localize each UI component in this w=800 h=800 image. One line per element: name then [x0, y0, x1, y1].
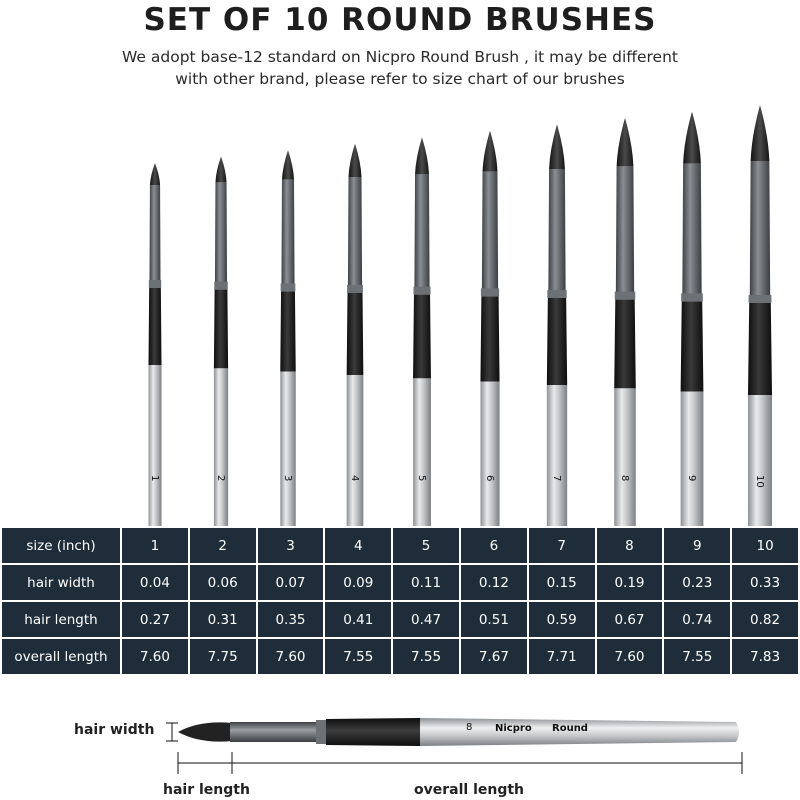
- brush-handle-silver: [681, 392, 704, 530]
- brush-number-label: 7: [551, 475, 562, 482]
- table-cell: 7.55: [663, 638, 731, 675]
- table-cell: 2: [189, 527, 257, 564]
- table-cell: 1: [121, 527, 189, 564]
- row-label: overall length: [1, 638, 121, 675]
- brush-1: [149, 163, 162, 530]
- brush-handle-black: [681, 301, 704, 391]
- brush-handle-silver: [347, 375, 364, 530]
- table-cell: 0.15: [528, 564, 596, 601]
- brush-handle-silver: [149, 365, 162, 530]
- brush-number-label: 6: [484, 475, 495, 482]
- brush-set-illustration: [0, 100, 800, 530]
- table-cell: 0.41: [324, 601, 392, 638]
- brush-bristle: [349, 144, 362, 177]
- page-title: SET OF 10 ROUND BRUSHES: [143, 2, 657, 38]
- table-cell: 0.59: [528, 601, 596, 638]
- diagram-type: Round: [552, 723, 588, 734]
- brush-crimp: [347, 285, 363, 293]
- brush-handle-silver: [748, 395, 772, 530]
- brush-ferrule: [548, 169, 565, 292]
- brush-ferrule: [616, 166, 634, 293]
- brush-handle-black: [280, 291, 295, 371]
- table-cell: 0.82: [731, 601, 799, 638]
- brush-bristle: [751, 105, 770, 161]
- brush-crimp: [214, 282, 228, 290]
- brush-crimp: [749, 295, 772, 303]
- table-cell: 0.74: [663, 601, 731, 638]
- brush-bristle: [415, 137, 429, 174]
- table-cell: 7.60: [257, 638, 325, 675]
- page-subtitle: [60, 46, 740, 90]
- table-row: [1, 564, 799, 601]
- brush-ferrule: [215, 182, 227, 283]
- brush-6: [480, 131, 499, 530]
- table-cell: 7.83: [731, 638, 799, 675]
- subtitle-line-2: with other brand, please refer to size chart of our brushes: [175, 70, 625, 88]
- brush-ferrule: [281, 180, 294, 286]
- table-row: [1, 638, 799, 675]
- brush-handle-silver: [214, 368, 228, 530]
- size-chart-table: [0, 526, 800, 676]
- brush-bristle: [483, 131, 498, 172]
- diagram-handle-black: [326, 718, 420, 746]
- brush-crimp: [681, 293, 703, 301]
- table-cell: 7.60: [121, 638, 189, 675]
- brush-number-label: 3: [282, 475, 293, 482]
- brush-bristle: [282, 150, 294, 180]
- table-cell: 0.51: [460, 601, 528, 638]
- brush-number-label: 2: [215, 475, 226, 482]
- table-cell: 7.55: [392, 638, 460, 675]
- table-cell: 7.71: [528, 638, 596, 675]
- brush-ferrule: [682, 164, 701, 296]
- hair-width-label: hair width: [74, 722, 155, 738]
- brush-3: [280, 150, 295, 530]
- brush-number-label: 1: [149, 475, 160, 482]
- brush-handle-silver: [480, 382, 499, 530]
- brush-handle-black: [149, 288, 162, 365]
- brush-crimp: [615, 292, 635, 300]
- brush-bristle: [549, 124, 565, 169]
- table-cell: 8: [596, 527, 664, 564]
- brush-9: [681, 111, 704, 530]
- table-row: [1, 601, 799, 638]
- table-cell: 0.04: [121, 564, 189, 601]
- brush-handle-silver: [413, 378, 431, 530]
- diagram-ferrule-crimp: [316, 720, 326, 744]
- brush-handle-silver: [280, 372, 295, 530]
- brush-handle-black: [480, 296, 499, 381]
- brush-bristle: [215, 157, 226, 183]
- table-cell: 6: [460, 527, 528, 564]
- table-cell: 0.27: [121, 601, 189, 638]
- brush-bristle: [617, 118, 634, 166]
- brush-handle-black: [614, 300, 636, 389]
- table-cell: 0.12: [460, 564, 528, 601]
- table-cell: 0.07: [257, 564, 325, 601]
- brush-ferrule: [482, 172, 498, 291]
- brush-2: [214, 157, 228, 530]
- row-label: hair width: [1, 564, 121, 601]
- brush-ferrule: [348, 177, 362, 287]
- table-cell: 0.35: [257, 601, 325, 638]
- table-cell: 5: [392, 527, 460, 564]
- brush-ferrule: [149, 185, 160, 282]
- brush-ferrule: [750, 161, 770, 297]
- table-cell: 0.33: [731, 564, 799, 601]
- brush-10: [748, 105, 772, 530]
- table-cell: 4: [324, 527, 392, 564]
- brush-handle-black: [547, 298, 567, 385]
- brush-7: [547, 124, 567, 530]
- hair-length-label: hair length: [163, 782, 250, 798]
- row-label: size (inch): [1, 527, 121, 564]
- table-cell: 7.75: [189, 638, 257, 675]
- brush-crimp: [547, 290, 566, 298]
- brush-bristle: [150, 163, 160, 185]
- row-label: hair length: [1, 601, 121, 638]
- table-row: [1, 527, 799, 564]
- table-cell: 3: [257, 527, 325, 564]
- table-cell: 0.11: [392, 564, 460, 601]
- measurement-diagram: [0, 700, 800, 800]
- brush-crimp: [149, 280, 161, 288]
- brush-handle-black: [347, 293, 364, 375]
- table-cell: 10: [731, 527, 799, 564]
- table-cell: 7.55: [324, 638, 392, 675]
- brush-4: [347, 144, 364, 530]
- table-cell: 7.60: [596, 638, 664, 675]
- brush-handle-silver: [547, 385, 567, 530]
- diagram-brush-number: 8: [466, 722, 473, 733]
- diagram-brand: Nicpro: [495, 723, 532, 734]
- table-cell: 0.23: [663, 564, 731, 601]
- brush-bristle: [683, 111, 701, 163]
- table-cell: 0.67: [596, 601, 664, 638]
- brush-number-label: 10: [754, 475, 765, 488]
- table-cell: 0.19: [596, 564, 664, 601]
- brush-crimp: [481, 288, 499, 296]
- brush-8: [614, 118, 636, 530]
- brush-handle-black: [214, 290, 228, 369]
- brush-ferrule: [414, 174, 429, 288]
- brush-handle-black: [413, 295, 431, 379]
- table-cell: 0.09: [324, 564, 392, 601]
- table-cell: 0.31: [189, 601, 257, 638]
- brush-number-label: 5: [416, 475, 427, 482]
- table-cell: 7.67: [460, 638, 528, 675]
- brush-handle-black: [748, 303, 772, 395]
- brush-5: [413, 137, 431, 530]
- subtitle-line-1: We adopt base-12 standard on Nicpro Round Brush , it may be different: [122, 48, 678, 66]
- table-cell: 9: [663, 527, 731, 564]
- brush-number-label: 9: [686, 475, 697, 482]
- brush-number-label: 8: [619, 475, 630, 482]
- brush-number-label: 4: [349, 475, 360, 482]
- brush-crimp: [414, 287, 431, 295]
- table-cell: 0.06: [189, 564, 257, 601]
- diagram-ferrule: [230, 722, 322, 742]
- overall-length-label: overall length: [414, 782, 525, 798]
- brush-handle-silver: [614, 388, 636, 530]
- brush-crimp: [281, 283, 296, 291]
- diagram-bristle: [178, 722, 232, 741]
- table-cell: 0.47: [392, 601, 460, 638]
- table-cell: 7: [528, 527, 596, 564]
